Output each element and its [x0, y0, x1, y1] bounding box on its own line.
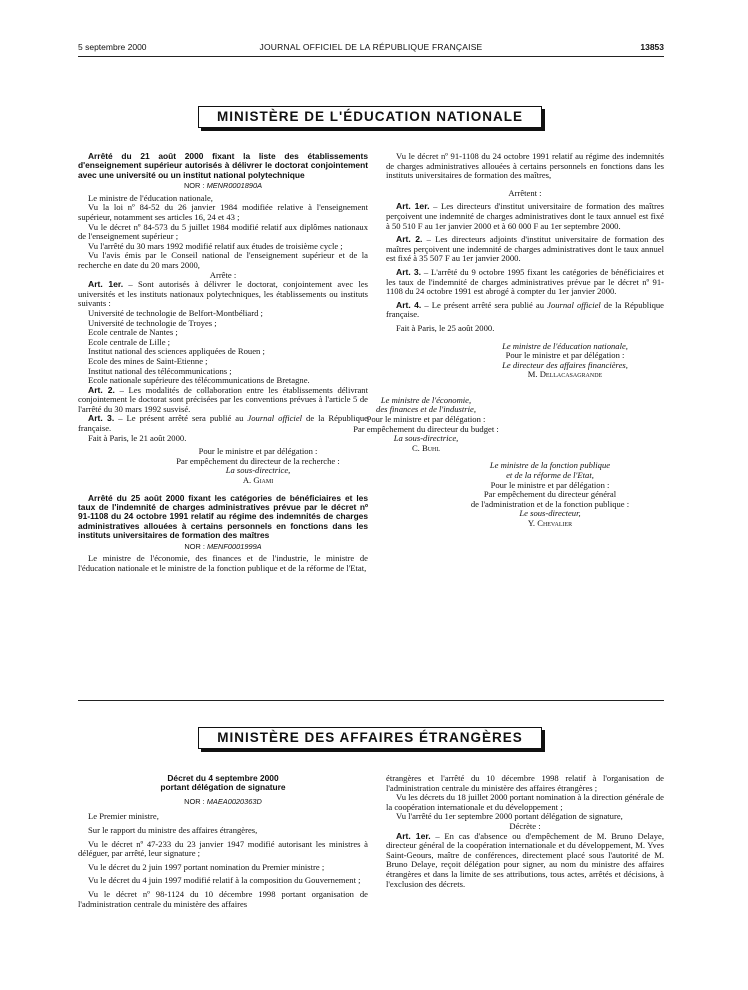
decree1-visa4: Vu l'avis émis par le Conseil national de l'enseignement supérieur et de la recherche en date du 20 mars 2000,	[78, 250, 368, 270]
decree2-signature-education	[386, 342, 664, 380]
decree1-list-item: Université de technologie de Belfort-Montbéliard ;	[88, 307, 263, 318]
decree1-article1: Art. 1er. – Sont autorisés à délivrer le doctorat, conjointement avec les universités et les instituts nationaux polytechniques, les établissements ou instituts suivants :	[78, 279, 368, 309]
signature-line: et de la réforme de l'Etat,	[506, 470, 594, 481]
decree3-continuation: étrangères et l'arrêté du 10 décembre 1998 relatif à l'organisation de l'administration centrale du ministère des affaires étrangères ;	[386, 773, 664, 793]
decree1-article2: Art. 2. – Les modalités de collaboration entre les établissements délivrant conjointement le doctorat sont précisées par les conventions prévues à l'article 5 de l'arrêté du 30 mars 1992 susvisé.	[78, 384, 368, 414]
decree2-intro: Le ministre de l'économie, des finances et de l'industrie, le ministre de l'éducation nationale et le ministre de la fonction publique et de la réforme de l'Etat,	[78, 553, 368, 573]
right-column-education	[353, 151, 665, 529]
decree1-list-item: Ecole centrale de Lille ;	[88, 336, 171, 347]
decree2-nor: NOR : MENF0001999A	[184, 541, 262, 551]
decree1-arrete: Arrête :	[209, 269, 237, 280]
decree2-article3: Art. 3. – L'arrêté du 9 octobre 1995 fixant les catégories de bénéficiaires et les taux de l'indemnité de charges administratives prévue par le décret nº 91-1108 du 24 octobre 1991 est abrogé à compter du 1er janvier 2000.	[386, 266, 664, 297]
signature-line: Pour le ministre et par délégation :	[366, 414, 486, 425]
decree2-signature-public-service	[386, 461, 664, 528]
section-divider	[78, 700, 664, 701]
signatory-name: M. Dellacasagrande	[527, 369, 603, 380]
decree1-visa2: Vu le décret nº 84-573 du 5 juillet 1984 modifié relatif aux diplômes nationaux de l'enseignement supérieur ;	[78, 221, 368, 242]
ministry-banner-education: MINISTÈRE DE L'ÉDUCATION NATIONALE	[198, 106, 542, 128]
signatory-name: A. Giami	[242, 475, 274, 486]
signatory-name: Y. Chevalier	[527, 518, 573, 528]
decree2-fait: Fait à Paris, le 25 août 2000.	[396, 322, 495, 333]
signature-line: Pour le ministre et par délégation :	[490, 479, 610, 490]
header-date: 5 septembre 2000	[78, 42, 147, 52]
decree2-signature-economy	[306, 396, 546, 454]
signature-line: La sous-directrice,	[393, 433, 459, 444]
decree3-visa7: Vu l'arrêté du 1er septembre 2000 portant délégation de signature,	[396, 811, 623, 822]
decree1-list-item: Institut national des sciences appliquées de Rouen ;	[88, 346, 265, 357]
decree3-visa6: Vu les décrets du 18 juillet 2000 portant nomination à la direction générale de la coopération internationale et du développement ;	[386, 792, 664, 812]
header-journal-title: JOURNAL OFFICIEL DE LA RÉPUBLIQUE FRANÇAISE	[259, 42, 483, 52]
decree3-visa3: Vu le décret du 2 juin 1997 portant nomination du Premier ministre ;	[88, 861, 325, 872]
decree3-title-line2: portant délégation de signature	[160, 782, 286, 793]
signature-line: Pour le ministre et par délégation :	[505, 350, 625, 361]
decree3-visa5: Vu le décret nº 98-1124 du 10 décembre 1998 portant organisation de l'administration centrale du ministère des affaires	[78, 888, 368, 909]
decree3-intro: Le Premier ministre,	[88, 811, 159, 822]
decree1-intro: Le ministre de l'éducation nationale,	[88, 192, 213, 203]
right-column-foreign-affairs	[386, 774, 664, 889]
decree3-nor: NOR : MAEA0020363D	[184, 796, 262, 806]
signature-line: Le ministre de la fonction publique	[489, 460, 611, 471]
decree1-visa1: Vu la loi nº 84-52 du 26 janvier 1984 modifiée relative à l'enseignement supérieur, notamment ses articles 16, 24 et 43 ;	[78, 202, 368, 222]
left-column-education	[78, 152, 368, 573]
signature-line: Le directeur des affaires financières,	[502, 359, 628, 370]
decree1-list-item: Ecole nationale supérieure des télécommunications de Bretagne.	[88, 375, 310, 386]
signature-line: Pour le ministre et par délégation :	[198, 446, 318, 457]
decree2-arretent: Arrêtent :	[508, 187, 542, 198]
signature-line: Le ministre de l'éducation nationale,	[502, 340, 628, 351]
decree1-fait: Fait à Paris, le 21 août 2000.	[88, 432, 187, 443]
left-column-foreign-affairs	[78, 774, 368, 909]
signature-line: Par empêchement du directeur du budget :	[353, 423, 499, 434]
decree1-list-item: Ecole centrale de Nantes ;	[88, 327, 178, 338]
decree2-title: Arrêté du 25 août 2000 fixant les catégories de bénéficiaires et les taux de l'indemnité de charges administratives prévue par le décret nº 91-1108 du 24 octobre 1991 relatif au régime des indemnités de charges administratives allouées à certains personnels en fonctions dans les instituts universitaires de formation des maîtres	[78, 492, 368, 541]
signature-line: Par empêchement du directeur de la recherche :	[176, 455, 340, 466]
header-rule	[78, 56, 664, 57]
header-page-number: 13853	[640, 42, 664, 52]
decree1-nor: NOR : MENR0001890A	[183, 181, 263, 191]
decree3-article1: Art. 1er. – En cas d'absence ou d'empêchement de M. Bruno Delaye, directeur général de la coopération internationale et du développement, M. Yves Saint-Geours, maître de conférences, directement placé sous l'autorité de M. Bruno Delaye, reçoit délégation pour signer, au nom du ministre des affaires étrangères et dans la limite de ses attributions, tous actes, arrêtés et décisions, à l'exclusion des décrets.	[386, 830, 664, 889]
signature-line: des finances et de l'industrie,	[376, 404, 476, 415]
page-header	[78, 42, 664, 56]
signature-line: Le ministre de l'économie,	[380, 394, 472, 405]
decree3-visa4: Vu le décret du 4 juin 1997 modifié relatif à la composition du Gouvernement ;	[88, 875, 361, 886]
decree1-list-item: Université de technologie de Troyes ;	[88, 317, 217, 328]
decree2-article1: Art. 1er. – Les directeurs d'institut universitaire de formation des maîtres perçoivent une indemnité de charges administratives dont le taux annuel est fixé à 50 510 F au 1er janvier 2000 et à 60 000 F au 1er septembre 2000.	[386, 201, 664, 231]
decree1-title: Arrêté du 21 août 2000 fixant la liste des établissements d'enseignement supérieur autorisés à délivrer le doctorat conjointement avec une université ou un institut national polytechnique	[78, 151, 368, 180]
ministry-banner-foreign-affairs: MINISTÈRE DES AFFAIRES ÉTRANGÈRES	[198, 727, 542, 749]
decree3-visa1: Sur le rapport du ministre des affaires étrangères,	[88, 825, 258, 835]
decree1-article3: Art. 3. – Le présent arrêté sera publié au Journal officiel de la République française.	[78, 413, 368, 434]
signature-line: de l'administration et de la fonction publique :	[470, 498, 630, 509]
decree3-decrete: Décrète :	[509, 820, 541, 831]
decree1-list-item: Ecole des mines de Saint-Etienne ;	[88, 355, 208, 366]
signature-line: Le sous-directeur,	[519, 508, 581, 519]
decree2-visa1: Vu le décret nº 91-1108 du 24 octobre 1991 relatif au régime des indemnités de charges administratives allouées à certains personnels en fonctions dans les instituts universitaires de formation des maîtres,	[386, 151, 664, 181]
signatory-name: C. Buhl	[411, 442, 441, 453]
decree1-list-item: Institut national des télécommunications ;	[88, 365, 232, 376]
decree3-title-line1: Décret du 4 septembre 2000	[167, 773, 279, 783]
signature-line: Par empêchement du directeur général	[483, 489, 617, 500]
decree2-article2: Art. 2. – Les directeurs adjoints d'institut universitaire de formation des maîtres perçoivent une indemnité de charges administratives dont le taux annuel est fixé à 35 507 F au 1er janvier 2000.	[386, 234, 665, 264]
decree3-visa2: Vu le décret nº 47-233 du 23 janvier 1947 modifié autorisant les ministres à déléguer, par arrêté, leur signature ;	[78, 838, 368, 859]
signature-line: La sous-directrice,	[225, 465, 291, 476]
decree2-article4: Art. 4. – Le présent arrêté sera publié au Journal officiel de la République française.	[386, 299, 664, 320]
decree1-visa3: Vu l'arrêté du 30 mars 1992 modifié relatif aux études de troisième cycle ;	[88, 240, 343, 251]
